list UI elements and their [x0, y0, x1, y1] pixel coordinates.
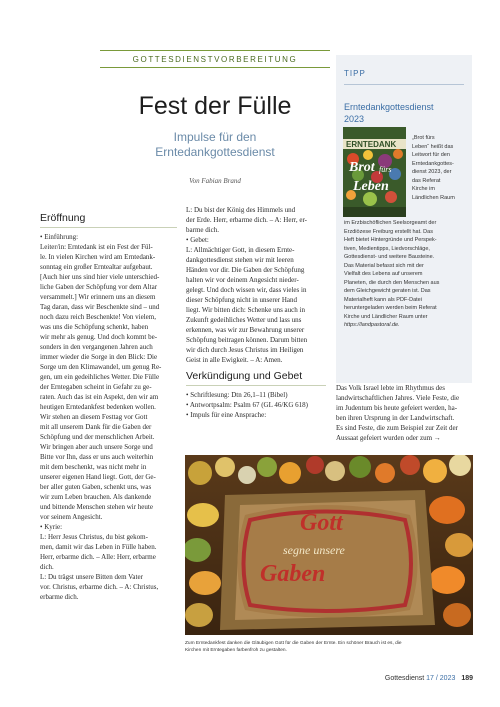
col1-line: L: Herr Jesus Christus, du bist gekom-: [40, 533, 148, 541]
col1-line: • Einführung:: [40, 232, 177, 242]
col1-line: Wir bringen aber auch unsere Sorge und: [40, 443, 153, 451]
tip-text-line: Erntedankgottes-: [412, 160, 454, 167]
tip-text-line: Das Material befasst sich mit der: [344, 262, 424, 269]
col1-line: gen, um ein gedeihliches Wetter. Die Fülle: [40, 373, 160, 381]
col2-line: wir dich durch Jesus Christus im Heiligen: [186, 346, 304, 354]
photo-word-gott: Gott: [300, 510, 343, 536]
col1-line: sonntag ein großer Erntealtar aufgebaut.: [40, 263, 153, 271]
col1-line: sonders in den vergangenen Jahren auch: [40, 343, 153, 351]
kicker-rule-bottom: [100, 67, 330, 68]
book-cover-word3: Leben: [353, 179, 389, 194]
col1-line: Schöpfung und der menschlichen Arbeit.: [40, 433, 155, 441]
book-cover-word1: Brot: [349, 160, 375, 175]
tip-text-line: tiven, Medientipps, Liedvorschläge,: [344, 245, 430, 252]
col3-line: im Judentum bis heute gefeiert werden, ha-: [336, 404, 458, 412]
column-1-text: [40, 232, 177, 602]
caption-line2: Kirchen mit Erntegaben farbenfroh zu gestalten.: [185, 648, 287, 653]
col2b-line: • Schriftlesung: Dtn 26,1–11 (Bibel): [186, 390, 331, 400]
col1-line: le. In vielen Kirchen wird am Erntedank-: [40, 253, 156, 261]
tip-text-line: „Brot fürs: [412, 135, 435, 141]
col2-line: Schöpfung beitragen können. Darum bitten: [186, 336, 308, 344]
tip-text-line: Ländlichen Raum: [412, 194, 455, 201]
col1-line: noch dazu reich Beschenkte! Von vielem,: [40, 313, 156, 321]
heading-rule-2: [186, 385, 326, 386]
tip-text-line: Planeten, die durch den Menschen aus: [344, 279, 440, 286]
col2b-line: • Antwortpsalm: Psalm 67 (GL 46/KG 618): [186, 400, 331, 410]
footer-issue: 17 / 2023: [426, 675, 456, 682]
tip-text-line: https://landpastoral.de.: [344, 322, 400, 328]
col2-line: L: Du bist der König des Himmels und: [186, 206, 296, 214]
col1-line: raten. Auch das ist ein Aspekt, den wir am: [40, 393, 159, 401]
tip-title-line1: Erntedankgottesdienst: [344, 102, 434, 112]
article-subtitle-line2: Erntedankgottesdienst: [155, 145, 275, 159]
tip-label: TIPP: [344, 69, 366, 78]
tip-text-long: [344, 219, 472, 330]
col1-line: mit all unserem Dank für die Gaben der: [40, 423, 152, 431]
heading-verkuendigung: Verkündigung und Gebet: [186, 370, 303, 382]
col1-line: Tag daran, dass wir Beschenkte sind – und: [40, 303, 160, 311]
col1-line: dich.: [40, 563, 54, 571]
tip-text-short: [412, 134, 472, 202]
col2-line: Zukunft gedeihliches Wetter und lass uns: [186, 316, 302, 324]
footer-magazine: Gottesdienst: [384, 675, 425, 682]
col2-line: halten wir vor deinem Angesicht nieder-: [186, 276, 299, 284]
col2-line: Geist in alle Ewigkeit. – A: Amen.: [186, 356, 283, 364]
tip-text-line: Leben“ heißt das: [412, 143, 454, 150]
tip-text-line: Leitwort für den: [412, 152, 450, 158]
col3-line: Das Volk Israel lebte im Rhythmus des: [336, 384, 446, 392]
col1-line: vor. Christus, erbarme dich. – A: Christus,: [40, 583, 159, 591]
col1-line: Bitte vor Ihn, dass er uns auch weiterhin: [40, 453, 154, 461]
col1-line: Sorge um den Klimawandel, um genug Re-: [40, 363, 162, 371]
column-2-bullets: [186, 390, 331, 420]
col2-line: gelegt. Und doch wissen wir, dass vieles in: [186, 286, 307, 294]
tip-text-line: Heft bietet Hintergründe und Perspek-: [344, 237, 437, 243]
col2-line: liegt. Wir bitten dich: Schenke uns auch in: [186, 306, 305, 314]
col1-line: [Auch hier uns sind hier viele unterschied-: [40, 273, 160, 281]
col1-line: was uns die Schöpfung schenkt, haben: [40, 323, 149, 331]
col3-line: Aussaat gefeiert wurden oder zum →: [336, 434, 441, 442]
col1-line: unserer eigenen Hand liegt. Gott, der Ge-: [40, 473, 156, 481]
tip-title: [344, 101, 470, 125]
col2-line: Händen vor dir. Die Gaben der Schöpfung: [186, 266, 305, 274]
tip-text-line: Erzdiözese Freiburg erstellt hat. Das: [344, 228, 433, 235]
col2-line: L: Allmächtiger Gott, in diesem Ernte-: [186, 246, 295, 254]
col2-line: erkennen, was wir zur Bewahrung unserer: [186, 326, 305, 334]
col1-line: ber aller guten Gaben, schenkt uns, was: [40, 483, 152, 491]
tip-text-line: Kirche und Ländlicher Raum unter: [344, 313, 428, 320]
col1-line: men, damit wir das Leben in Fülle haben.: [40, 543, 157, 551]
col3-line: landwirtschaftlichen Jahres. Viele Feste, die: [336, 394, 460, 402]
article-title: Fest der Fülle: [138, 92, 292, 120]
tip-text-line: heruntergeladen werden beim Referat: [344, 305, 437, 311]
article-subtitle-line1: Impulse für den: [173, 130, 257, 144]
tip-text-line: dem Gleichgewicht geraten ist. Das: [344, 288, 431, 294]
book-cover-word2: fürs: [379, 165, 392, 174]
page-number: 189: [461, 675, 473, 682]
col2-line: der Erde. Herr, erbarme dich. – A: Herr, er-: [186, 216, 307, 224]
heading-eroeffnung: Eröffnung: [40, 212, 86, 224]
heading-rule: [40, 227, 177, 228]
col1-line: Leiter/in: Erntedank ist ein Fest der Fül-: [40, 243, 153, 251]
col1-line: wir mehr als genug. Und doch kommt be-: [40, 333, 158, 341]
tip-text-line: Materialheft kann als PDF-Datei: [344, 296, 422, 303]
tip-text-line: das Referat: [412, 177, 441, 184]
col1-line: vor seinem Angesicht.: [40, 513, 103, 521]
photo-word-segne: segne unsere: [283, 543, 345, 557]
col1-line: liche Gaben der Schöpfung vor dem Altar: [40, 283, 158, 291]
tip-rule: [344, 84, 464, 85]
col1-line: erbarme dich.: [40, 593, 79, 601]
col1-line: Wir stehen an diesem Festtag vor Gott: [40, 413, 148, 421]
harvest-altar-photo: [185, 455, 473, 635]
col1-line: heutigen Erntedankfest bedenken wollen.: [40, 403, 156, 411]
book-cover-title: ERNTEDANK: [346, 140, 397, 149]
column-2-text: [186, 205, 326, 365]
tip-title-line2: 2023: [344, 114, 365, 124]
col1-line: mit dem beschenkt, was nicht mehr in: [40, 463, 147, 471]
book-cover-image: [343, 127, 406, 217]
col3-line: ben ihren Ursprung in der Landwirtschaft.: [336, 414, 455, 422]
page-footer: [365, 675, 473, 682]
col2b-line: • Impuls für eine Ansprache:: [186, 410, 331, 420]
col1-line: versammelt.] Wir erinnern uns an diesem: [40, 293, 156, 301]
col1-line: immer wieder die Sorge in den Blick: Die: [40, 353, 158, 361]
tip-text-line: dienst 2023, der: [412, 169, 452, 175]
col3-line: Es sind Feste, die zum Beispiel zur Zeit der: [336, 424, 458, 432]
col2-line: dieser Schöpfung nicht in unserer Hand: [186, 296, 297, 304]
article-author: Von Fabian Brand: [189, 177, 241, 185]
col1-line: Herr, erbarme dich. – Alle: Herr, erbarme: [40, 553, 156, 561]
tip-text-line: Gottesdienst- und weitere Bausteine.: [344, 254, 435, 260]
col1-line: L: Du trägst unsere Bitten dem Vater: [40, 573, 143, 581]
col2-line: barme dich.: [186, 226, 220, 234]
tip-text-line: Kirche im: [412, 186, 435, 192]
col2-line: dankgottesdienst stehen wir mit leeren: [186, 256, 294, 264]
col1-line: • Kyrie:: [40, 522, 177, 532]
col1-line: der Erntegaben scheint in Gefahr zu ge-: [40, 383, 152, 391]
photo-word-gaben: Gaben: [260, 561, 326, 587]
column-3-text: [336, 383, 474, 443]
photo-caption: [185, 640, 475, 654]
tip-text-line: im Erzbischöflichen Seelsorgeamt der: [344, 220, 437, 226]
col1-line: und bittende Menschen stehen wir heute: [40, 503, 153, 511]
kicker-rule-top: [100, 50, 330, 51]
section-kicker: GOTTESDIENSTVORBEREITUNG: [132, 55, 298, 64]
col2-line: • Gebet:: [186, 235, 326, 245]
caption-line1: Zum Erntedankfest danken die Gläubigen Gott für die Gaben der Ernte. Ein schöner Brauch ist es, die: [185, 641, 402, 646]
tip-text-line: Vielfalt des Lebens auf unserem: [344, 271, 423, 277]
col1-line: wir zum Leben brauchen. Als dankende: [40, 493, 152, 501]
